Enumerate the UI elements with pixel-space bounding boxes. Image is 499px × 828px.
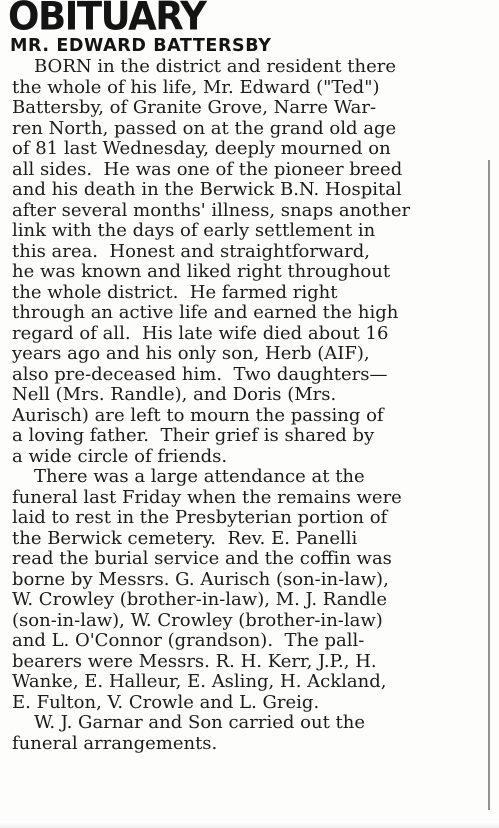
- article-line: of 81 last Wednesday, deeply mourned on: [12, 138, 391, 159]
- article-line: (son-in-law), W. Crowley (brother-in-law): [12, 609, 383, 631]
- article-line: funeral last Friday when the remains were: [12, 486, 402, 508]
- article-line: the Berwick cemetery. Rev. E. Panelli: [12, 527, 358, 549]
- subheadline: MR. EDWARD BATTERSBY: [10, 36, 272, 56]
- article-line: Battersby, of Granite Grove, Narre War-: [12, 97, 377, 118]
- article-line: after several months' illness, snaps another: [12, 199, 411, 221]
- article-line: all sides. He was one of the pioneer breed: [12, 158, 403, 180]
- article-line: W. J. Garnar and Son carried out the: [34, 712, 366, 733]
- article-line: laid to rest in the Presbyterian portion of: [12, 507, 388, 528]
- article-line: the whole district. He farmed right: [12, 281, 338, 303]
- article-line: ren North, passed on at the grand old age: [12, 117, 397, 139]
- article-line: a loving father. Their grief is shared by: [12, 425, 375, 446]
- article-line: Nell (Mrs. Randle), and Doris (Mrs.: [12, 384, 337, 405]
- column-rule: [488, 160, 490, 810]
- article-line: funeral arrangements.: [12, 732, 218, 754]
- article-line: also pre-deceased him. Two daughters—: [12, 363, 388, 385]
- article-line: BORN in the district and resident there: [34, 56, 397, 77]
- article-line: and L. O'Connor (grandson). The pall-: [12, 630, 365, 651]
- article-line: through an active life and earned the high: [12, 302, 399, 323]
- article-line: regard of all. His late wife died about 16: [12, 322, 389, 344]
- article-line: he was known and liked right throughout: [12, 261, 391, 282]
- article-line: this area. Honest and straightforward,: [12, 240, 370, 262]
- article-line: W. Crowley (brother-in-law), M. J. Randle: [12, 589, 388, 610]
- article-line: Aurisch) are left to mourn the passing of: [12, 404, 384, 426]
- article-line: bearers were Messrs. R. H. Kerr, J.P., H.: [12, 650, 377, 672]
- article-line: and his death in the Berwick B.N. Hospital: [12, 179, 402, 200]
- article-line: a wide circle of friends.: [12, 445, 228, 467]
- article-line: link with the days of early settlement in: [12, 220, 376, 241]
- article-line: There was a large attendance at the: [34, 466, 365, 487]
- article-line: borne by Messrs. G. Aurisch (son-in-law),: [12, 568, 389, 590]
- article-line: the whole of his life, Mr. Edward ("Ted"): [12, 76, 380, 98]
- article-line: years ago and his only son, Herb (AIF),: [12, 343, 370, 364]
- article-line: Wanke, E. Halleur, E. Asling, H. Ackland,: [12, 671, 387, 692]
- article-line: E. Fulton, V. Crowle and L. Greig.: [12, 691, 320, 713]
- headline: OBITUARY: [8, 0, 206, 40]
- article-line: read the burial service and the coffin was: [12, 548, 392, 569]
- clipping-edge: [0, 822, 499, 828]
